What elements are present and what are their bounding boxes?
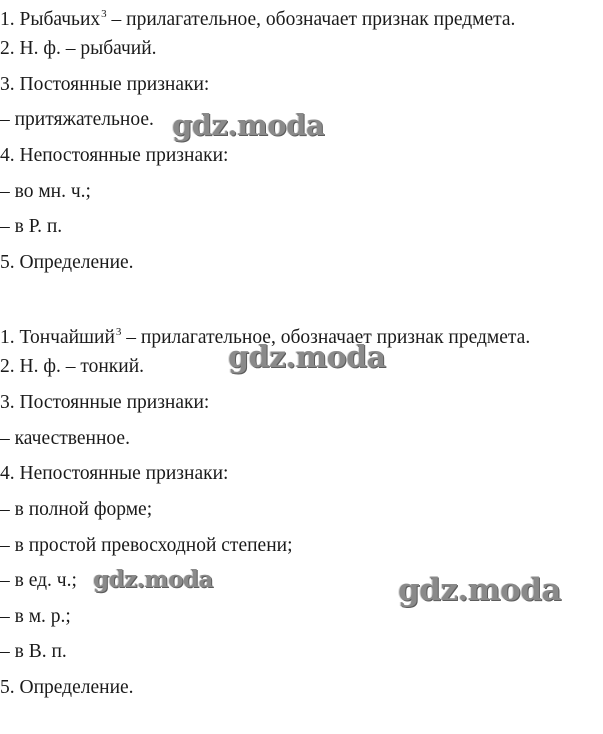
footnote-mark: 3 bbox=[101, 8, 107, 20]
block1-description: – прилагательное, обозначает признак предмета. bbox=[106, 9, 516, 30]
block2-line-9: – в м. р.; bbox=[0, 606, 71, 627]
block1-line-3: 3. Постоянные признаки: bbox=[0, 74, 210, 95]
watermark: gdz.moda bbox=[398, 572, 561, 608]
block1-line-4: – притяжательное. bbox=[0, 109, 154, 130]
block1-line-6: – во мн. ч.; bbox=[0, 181, 91, 202]
block2-line-2: 2. Н. ф. – тонкий. bbox=[0, 356, 145, 377]
block1-line-1 bbox=[0, 2, 516, 30]
block2-line-3: 3. Постоянные признаки: bbox=[0, 392, 210, 413]
block2-line-11: 5. Определение. bbox=[0, 677, 134, 698]
footnote-mark: 3 bbox=[115, 326, 122, 338]
watermark: gdz.moda bbox=[228, 340, 386, 375]
block2-line-7: – в простой превосходной степени; bbox=[0, 535, 293, 556]
block2-description: – прилагательное, обозначает признак предмета. bbox=[121, 327, 531, 348]
block2-word: 1. Тончайший bbox=[0, 327, 115, 348]
block2-line-4: – качественное. bbox=[0, 428, 130, 449]
block2-line-8: – в ед. ч.; bbox=[0, 570, 77, 591]
block1-word: 1. Рыбачьих bbox=[0, 9, 101, 30]
block1-line-8: 5. Определение. bbox=[0, 252, 134, 273]
watermark: gdz.moda bbox=[172, 108, 325, 142]
watermark: gdz.moda bbox=[93, 566, 213, 593]
block2-line-6: – в полной форме; bbox=[0, 499, 153, 520]
block2-line-5: 4. Непостоянные признаки: bbox=[0, 463, 229, 484]
block1-line-2: 2. Н. ф. – рыбачий. bbox=[0, 38, 157, 59]
block1-line-5: 4. Непостоянные признаки: bbox=[0, 145, 229, 166]
block1-line-7: – в Р. п. bbox=[0, 216, 63, 237]
block2-line-10: – в В. п. bbox=[0, 641, 67, 662]
